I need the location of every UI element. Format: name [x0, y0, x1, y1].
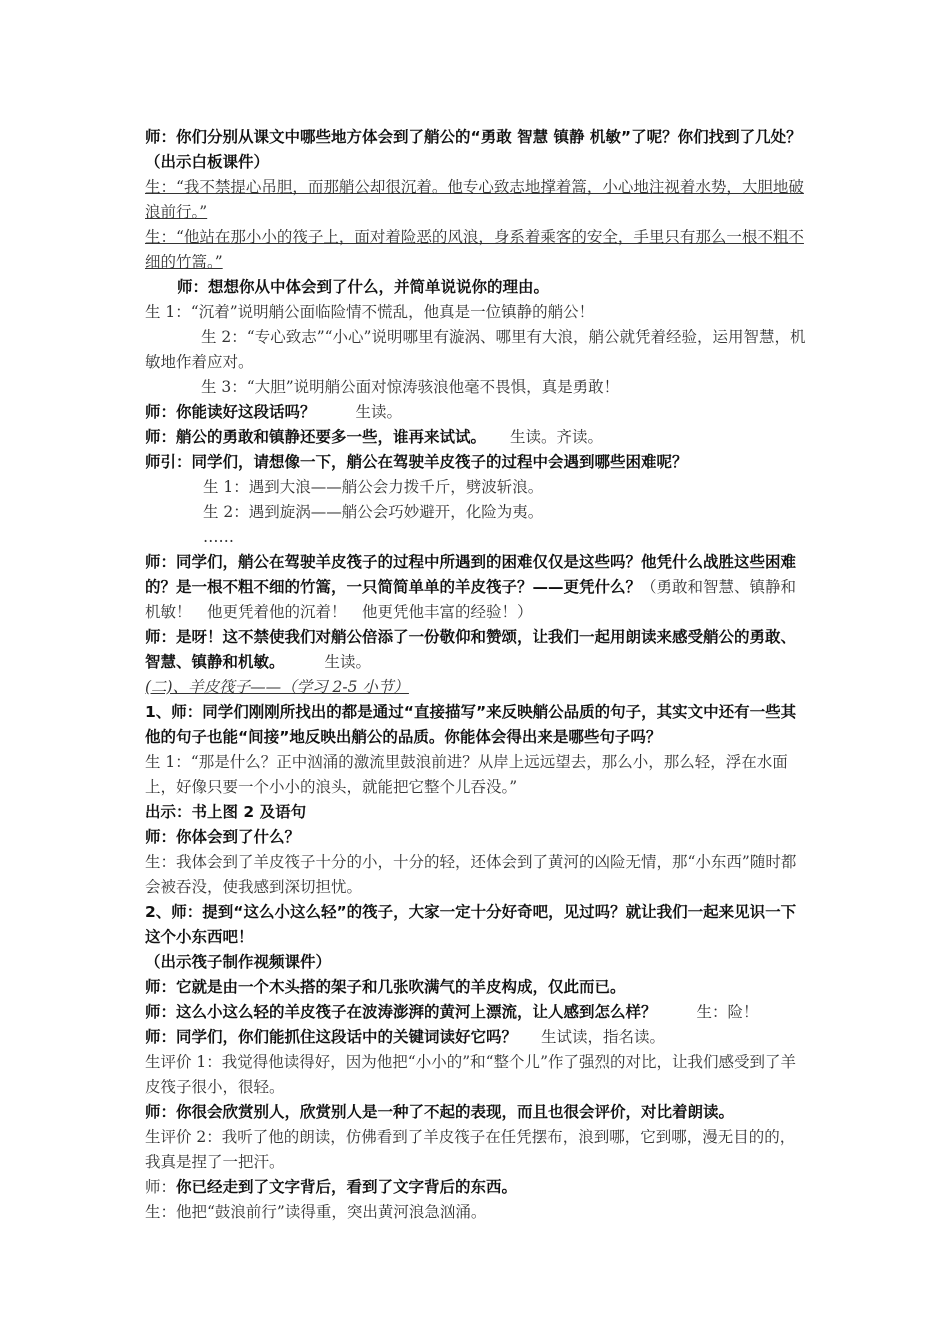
paragraph-teacher-praise: 师：你很会欣赏别人，欣赏别人是一种了不起的表现，而且也很会评价，对比着朗读。 — [145, 1103, 735, 1121]
paragraph-teacher-prompt: 师：想想你从中体会到了什么，并简单说说你的理由。 — [177, 278, 550, 296]
paragraph-teacher-feel: 师：你体会到了什么？ — [145, 828, 301, 846]
paragraph-teacher-question: 师：你们分别从课文中哪些地方体会到了艄公的“勇敢 智慧 镇静 机敏”了呢？你们找到了几处？（出示白板课件） — [145, 128, 802, 171]
paragraph-student-quote-3: 生 1：“那是什么？正中汹涌的激流里鼓浪前进？从岸上远远望去，那么小，那么轻，浮在水面上，好像只要一个小小的浪头，就能把它整个儿吞没。” — [145, 753, 788, 796]
paragraph-teacher-keyword: 师：同学们，你们能抓住这段话中的关键词读好它吗？ 生试读，指名读。 — [145, 1028, 666, 1046]
paragraph-teacher-danger: 师：这么小这么轻的羊皮筏子在波涛澎湃的黄河上漂流，让人感到怎么样？ 生：险！ — [145, 1003, 759, 1021]
paragraph-teacher-read: 师：你能读好这段话吗？ 生读。 — [145, 403, 403, 421]
paragraph-student-eval-1: 生评价 1：我觉得他读得好，因为他把“小小的”和“整个儿”作了强烈的对比，让我们感受到了羊皮筏子很小，很轻。 — [145, 1053, 796, 1096]
paragraph-teacher-structure: 师：它就是由一个木头搭的架子和几张吹满气的羊皮构成，仅此而已。 — [145, 978, 626, 996]
paragraph-teacher-difficulty: 师：同学们，艄公在驾驶羊皮筏子的过程中所遇到的困难仅仅是这些吗？他凭什么战胜这些困难的？是一根不粗不细的竹篙，一只简简单单的羊皮筏子？——更凭什么？（勇敢和智慧、镇静和机敏！ 他更凭着他的沉着！ 他更凭他丰富的经验！） — [145, 553, 797, 621]
paragraph-teacher-behind-text: 师：你已经走到了文字背后，看到了文字背后的东西。 — [145, 1178, 518, 1196]
paragraph-student-quote-1: 生：“我不禁提心吊胆，而那艄公却很沉着。他专心致志地撑着篙，小心地注视着水势，大胆地破浪前行。” — [145, 178, 804, 221]
section-heading-raft: (二)、羊皮筏子——（学习 2-5 小节） — [145, 678, 409, 696]
paragraph-student-2: 生 2：“专心致志”“小心”说明哪里有漩涡、哪里有大浪，艄公就凭着经验，运用智慧，机敏地作着应对。 — [145, 328, 806, 371]
paragraph-teacher-guide: 师引：同学们，请想像一下，艄公在驾驶羊皮筏子的过程中会遇到哪些困难呢？ — [145, 453, 688, 471]
paragraph-student-1: 生 1：“沉着”说明艄公面临险情不慌乱，他真是一位镇静的艄公！ — [145, 303, 595, 321]
paragraph-answer-2: 生 2：遇到旋涡——艄公会巧妙避开，化险为夷。 — [203, 503, 544, 521]
paragraph-teacher-indirect: 1、师：同学们刚刚所找出的都是通过“直接描写”来反映艄公品质的句子，其实文中还有一些其他的句子也能“间接”地反映出艄公的品质。你能体会得出来是哪些句子吗？ — [145, 703, 797, 746]
paragraph-teacher-curious: 2、师：提到“这么小这么轻”的筏子，大家一定十分好奇吧，见过吗？就让我们一起来见识一下这个小东西吧！ — [145, 903, 797, 946]
paragraph-student-feel: 生：我体会到了羊皮筏子十分的小，十分的轻，还体会到了黄河的凶险无情，那“小东西”随时都会被吞没，使我感到深切担忧。 — [145, 853, 797, 896]
paragraph-teacher-respect: 师：是呀！这不禁使我们对艄公倍添了一份敬仰和赞颂，让我们一起用朗读来感受艄公的勇敢、智慧、镇静和机敏。 生读。 — [145, 628, 797, 671]
paragraph-teacher-again: 师：艄公的勇敢和镇静还要多一些，谁再来试试。 生读。齐读。 — [145, 428, 604, 446]
paragraph-answer-1: 生 1：遇到大浪——艄公会力拨千斤，劈波斩浪。 — [203, 478, 544, 496]
paragraph-show-figure: 出示：书上图 2 及语句 — [145, 803, 307, 821]
paragraph-student-3: 生 3：“大胆”说明艄公面对惊涛骇浪他毫不畏惧，真是勇敢！ — [201, 378, 620, 396]
paragraph-student-emphasis: 生：他把“鼓浪前行”读得重，突出黄河浪急汹涌。 — [145, 1203, 487, 1221]
paragraph-student-quote-2: 生：“他站在那小小的筏子上，面对着险恶的风浪，身系着乘客的安全，手里只有那么一根不粗不细的竹篙。” — [145, 228, 804, 271]
paragraph-student-eval-2: 生评价 2：我听了他的朗读，仿佛看到了羊皮筏子在任凭摆布，浪到哪，它到哪，漫无目的的，我真是捏了一把汗。 — [145, 1128, 796, 1171]
paragraph-ellipsis: …… — [203, 528, 234, 546]
paragraph-show-video: （出示筏子制作视频课件） — [145, 953, 332, 971]
